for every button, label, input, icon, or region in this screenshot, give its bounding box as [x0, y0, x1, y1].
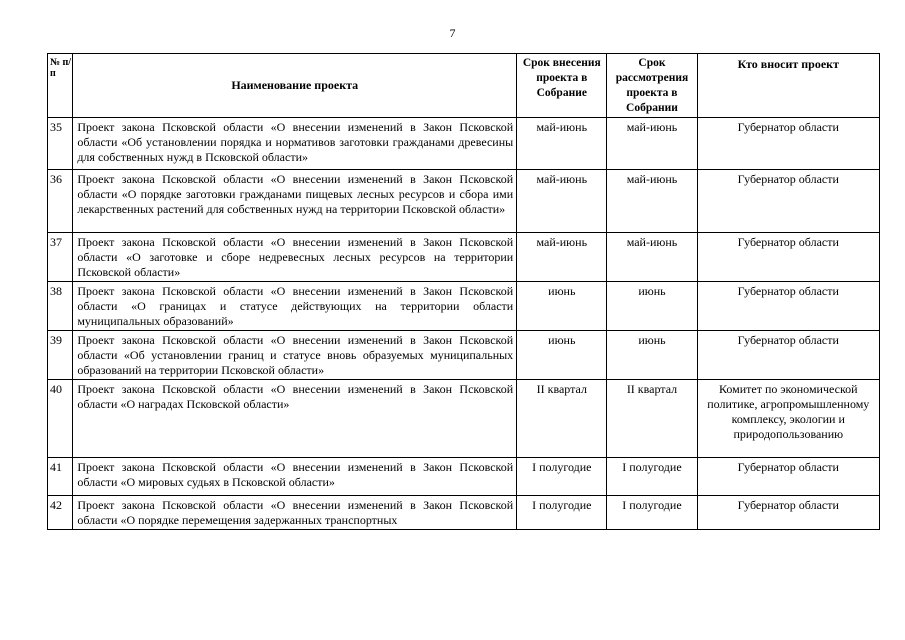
submission-term: I полугодие	[517, 496, 607, 530]
submitter: Губернатор области	[697, 118, 879, 170]
row-number: 36	[48, 170, 73, 233]
header-review-term: Срок рассмотрения проекта в Собрании	[607, 54, 697, 118]
table-row	[48, 380, 880, 458]
header-project-name: Наименование проекта	[73, 54, 517, 118]
table-row	[48, 496, 880, 530]
project-name: Проект закона Псковской области «О внесении изменений в Закон Псковской области «О границах и статусе действующих на территории области муниципальных образований»	[73, 282, 517, 331]
review-term: июнь	[607, 331, 697, 380]
submission-term: май-июнь	[517, 170, 607, 233]
table-row	[48, 118, 880, 170]
submission-term: май-июнь	[517, 233, 607, 282]
review-term: I полугодие	[607, 458, 697, 496]
row-number: 40	[48, 380, 73, 458]
submission-term: июнь	[517, 331, 607, 380]
row-number: 42	[48, 496, 73, 530]
row-number: 39	[48, 331, 73, 380]
table-header-row	[48, 54, 880, 118]
project-name: Проект закона Псковской области «О внесении изменений в Закон Псковской области «О порядке заготовки гражданами пищевых лесных ресурсов и сбора ими лекарственных растений для собственных нужд на территории Псковской области»	[73, 170, 517, 233]
submission-term: II квартал	[517, 380, 607, 458]
project-name-cell	[73, 496, 517, 530]
review-term: май-июнь	[607, 233, 697, 282]
row-number: 37	[48, 233, 73, 282]
submission-term: май-июнь	[517, 118, 607, 170]
project-name: Проект закона Псковской области «О внесении изменений в Закон Псковской области «О порядке перемещения задержанных транспортных	[77, 498, 514, 527]
submitter: Губернатор области	[697, 233, 879, 282]
submitter: Губернатор области	[697, 496, 879, 530]
submitter: Губернатор области	[697, 170, 879, 233]
table-row	[48, 282, 880, 331]
submitter: Губернатор области	[697, 282, 879, 331]
review-term: II квартал	[607, 380, 697, 458]
review-term: I полугодие	[607, 496, 697, 530]
project-name: Проект закона Псковской области «О внесении изменений в Закон Псковской области «Об установлении границ и статусе вновь образуемых муниципальных образований на территории Псковской области»	[73, 331, 517, 380]
page-number: 7	[449, 26, 456, 40]
row-number: 35	[48, 118, 73, 170]
project-name: Проект закона Псковской области «О внесении изменений в Закон Псковской области «Об установлении порядка и нормативов заготовки гражданами древесины для собственных нужд в Псковской области»	[73, 118, 517, 170]
table-row	[48, 458, 880, 496]
row-number: 38	[48, 282, 73, 331]
submitter: Губернатор области	[697, 458, 879, 496]
review-term: июнь	[607, 282, 697, 331]
submitter: Комитет по экономической политике, агропромышленному комплексу, экологии и природопользованию	[697, 380, 879, 458]
project-name: Проект закона Псковской области «О внесении изменений в Закон Псковской области «О мировых судьях в Псковской области»	[73, 458, 517, 496]
row-number: 41	[48, 458, 73, 496]
review-term: май-июнь	[607, 118, 697, 170]
legislative-plan-table	[47, 53, 880, 530]
review-term: май-июнь	[607, 170, 697, 233]
header-submission-term: Срок внесения проекта в Собрание	[517, 54, 607, 118]
header-submitter: Кто вносит проект	[697, 54, 879, 118]
submitter: Губернатор области	[697, 331, 879, 380]
table-row	[48, 331, 880, 380]
submission-term: июнь	[517, 282, 607, 331]
table-row	[48, 170, 880, 233]
table-row	[48, 233, 880, 282]
project-name: Проект закона Псковской области «О внесении изменений в Закон Псковской области «О наградах Псковской области»	[73, 380, 517, 458]
header-number: № п/п	[48, 54, 73, 118]
project-name: Проект закона Псковской области «О внесении изменений в Закон Псковской области «О заготовке и сборе недревесных лесных ресурсов на территории Псковской области»	[73, 233, 517, 282]
submission-term: I полугодие	[517, 458, 607, 496]
